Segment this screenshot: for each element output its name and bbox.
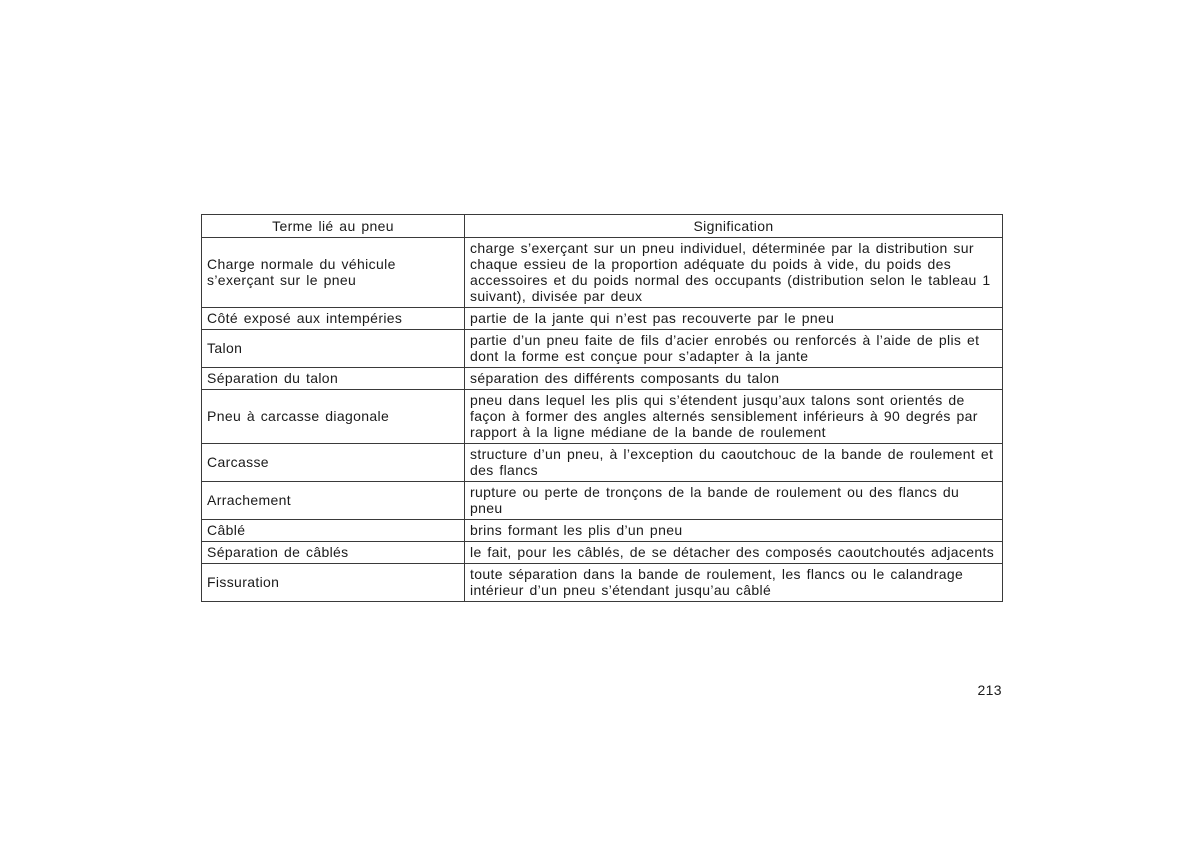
term-cell: Charge normale du véhicule s’exerçant sur le pneu [202,238,465,308]
table-row [202,390,1003,444]
table-row [202,238,1003,308]
term-cell: Côté exposé aux intempéries [202,308,465,330]
meaning-cell: séparation des différents composants du talon [465,368,1003,390]
meaning-cell: le fait, pour les câblés, de se détacher des composés caoutchoutés adjacents [465,542,1003,564]
header-term: Terme lié au pneu [202,215,465,238]
table-row [202,520,1003,542]
tire-terms-table [201,214,1003,602]
table-row [202,368,1003,390]
term-cell: Talon [202,330,465,368]
meaning-cell: partie de la jante qui n’est pas recouverte par le pneu [465,308,1003,330]
header-meaning: Signification [465,215,1003,238]
meaning-cell: partie d’un pneu faite de fils d’acier enrobés ou renforcés à l’aide de plis et dont la forme est conçue pour s’adapter à la jante [465,330,1003,368]
term-cell: Séparation du talon [202,368,465,390]
table-row [202,308,1003,330]
meaning-cell: structure d’un pneu, à l’exception du caoutchouc de la bande de roulement et des flancs [465,444,1003,482]
table-row [202,482,1003,520]
page-number: 213 [977,682,1002,698]
meaning-cell: brins formant les plis d’un pneu [465,520,1003,542]
term-cell: Arrachement [202,482,465,520]
meaning-cell: toute séparation dans la bande de roulement, les flancs ou le calandrage intérieur d’un pneu s’étendant jusqu’au câblé [465,564,1003,602]
term-cell: Pneu à carcasse diagonale [202,390,465,444]
table-row [202,542,1003,564]
term-cell: Séparation de câblés [202,542,465,564]
term-cell: Câblé [202,520,465,542]
table-header-row [202,215,1003,238]
meaning-cell: pneu dans lequel les plis qui s’étendent jusqu’aux talons sont orientés de façon à former des angles alternés sensiblement inférieurs à 90 degrés par rapport à la ligne médiane de la bande de roulement [465,390,1003,444]
table-row [202,330,1003,368]
meaning-cell: charge s’exerçant sur un pneu individuel, déterminée par la distribution sur chaque essieu de la proportion adéquate du poids à vide, du poids des accessoires et du poids normal des occupants (distribution selon le tableau 1 suivant), divisée par deux [465,238,1003,308]
table-row [202,564,1003,602]
term-cell: Carcasse [202,444,465,482]
meaning-cell: rupture ou perte de tronçons de la bande de roulement ou des flancs du pneu [465,482,1003,520]
table-row [202,444,1003,482]
term-cell: Fissuration [202,564,465,602]
